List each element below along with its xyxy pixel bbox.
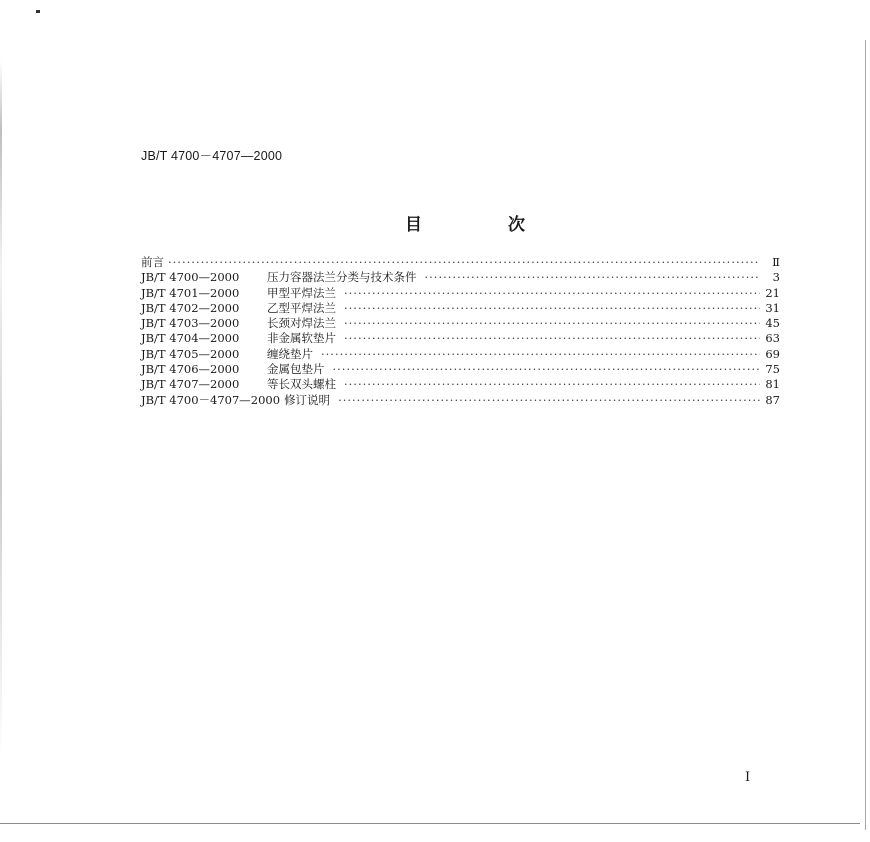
scan-edge-left	[0, 60, 2, 760]
standard-code-header: JB/T 4700－4707—2000	[141, 149, 283, 163]
toc-leader-dots	[344, 286, 760, 301]
toc-leader-dots	[425, 270, 761, 285]
toc-leader-dots	[344, 301, 760, 316]
toc-leader-dots	[168, 255, 760, 270]
toc-leader-dots	[338, 393, 760, 408]
toc-entry-name: 乙型平焊法兰	[267, 300, 336, 315]
toc-entry-page: 31	[765, 300, 780, 315]
toc-entry-preface[interactable]	[141, 255, 780, 270]
toc-entry[interactable]	[141, 316, 780, 331]
page-number: I	[745, 770, 751, 785]
toc-entry-code: JB/T 4700—2000	[141, 270, 240, 285]
toc-leader-dots	[333, 362, 761, 377]
toc-title	[405, 210, 525, 235]
toc-entry[interactable]	[141, 270, 780, 285]
toc-title-char-2: 次	[508, 215, 525, 235]
toc-title-char-1: 目	[405, 215, 422, 235]
toc-entry-name: 等长双头螺柱	[267, 377, 336, 392]
table-of-contents	[141, 255, 780, 408]
toc-entry[interactable]	[141, 362, 780, 377]
toc-entry-page: Ⅱ	[772, 255, 780, 269]
toc-entry-page: 81	[765, 377, 780, 392]
toc-leader-dots	[344, 316, 760, 331]
toc-entry[interactable]	[141, 331, 780, 346]
toc-entry-name: 金属包垫片	[267, 362, 325, 377]
toc-entry[interactable]	[141, 301, 780, 316]
toc-entry-code: 前言	[141, 255, 164, 269]
toc-entry-page: 3	[772, 270, 780, 285]
toc-entry-code: JB/T 4704—2000	[141, 331, 240, 346]
toc-entry[interactable]	[141, 347, 780, 362]
toc-entry-page: 63	[765, 331, 780, 346]
toc-entry-name: 缠绕垫片	[267, 346, 313, 361]
toc-entry-name: 压力容器法兰分类与技术条件	[267, 270, 417, 285]
toc-entry-page: 69	[765, 346, 780, 361]
toc-entry[interactable]	[141, 286, 780, 301]
toc-entry-name: 长颈对焊法兰	[267, 316, 336, 331]
toc-entry-name: 非金属软垫片	[267, 331, 336, 346]
toc-leader-dots	[344, 377, 760, 392]
toc-leader-dots	[321, 347, 760, 362]
toc-entry-page: 75	[765, 362, 780, 377]
toc-entry-code: JB/T 4703—2000	[141, 316, 240, 331]
toc-entry-code: JB/T 4700－4707—2000	[141, 392, 281, 407]
toc-entry[interactable]	[141, 377, 780, 392]
toc-entry-code: JB/T 4706—2000	[141, 362, 240, 377]
toc-entry-code: JB/T 4707—2000	[141, 377, 240, 392]
toc-entry[interactable]	[141, 393, 780, 408]
toc-entry-page: 21	[765, 285, 780, 300]
toc-leader-dots	[344, 331, 760, 346]
toc-entry-code: JB/T 4701—2000	[141, 285, 240, 300]
toc-entry-page: 87	[765, 392, 780, 407]
scan-artifact	[36, 10, 40, 13]
toc-entry-code: JB/T 4705—2000	[141, 346, 240, 361]
toc-entry-code: JB/T 4702—2000	[141, 300, 240, 315]
toc-entry-page: 45	[765, 316, 780, 331]
toc-entry-name: 甲型平焊法兰	[267, 285, 336, 300]
scan-edge-bottom	[0, 823, 860, 824]
scan-edge-right	[865, 40, 866, 830]
toc-entry-name: 修订说明	[284, 392, 331, 407]
